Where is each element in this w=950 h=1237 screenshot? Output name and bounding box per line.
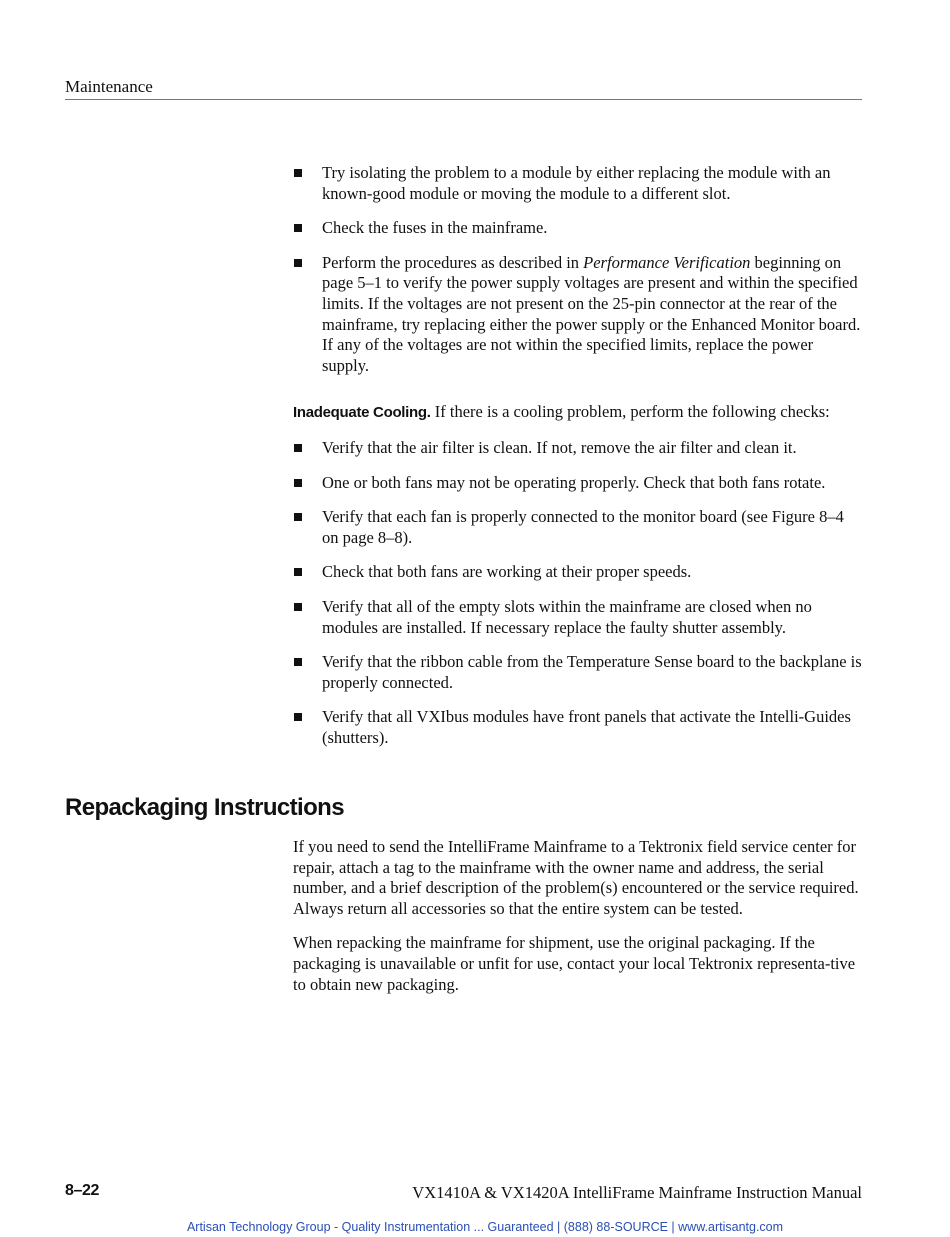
performance-verification-reference: Performance Verification (583, 252, 751, 272)
list-item-text: Check that both fans are working at their proper speeds. (322, 562, 692, 582)
cooling-intro-text: If there is a cooling problem, perform the following checks: (430, 402, 830, 422)
square-bullet-icon (294, 444, 302, 452)
square-bullet-icon (294, 568, 302, 576)
running-header: Maintenance (65, 77, 153, 96)
list-item (293, 562, 863, 583)
list-item-text: Verify that each fan is properly connected to the monitor board (see Figure 8–4 on page 8–8). (322, 507, 844, 547)
square-bullet-icon (294, 713, 302, 721)
page-number: 8–22 (65, 1182, 99, 1199)
square-bullet-icon (294, 259, 302, 267)
cooling-heading: Inadequate Cooling. (293, 404, 431, 422)
power-checks-list (293, 163, 863, 376)
list-item (293, 163, 863, 204)
square-bullet-icon (294, 479, 302, 487)
list-item-text: Try isolating the problem to a module by either replacing the module with an known-good module or moving the module to a different slot. (322, 163, 831, 203)
artisan-footer-link[interactable]: Artisan Technology Group - Quality Instrumentation ... Guaranteed | (888) 88-SOURCE | www.artisantg.com (186, 1220, 784, 1234)
square-bullet-icon (294, 169, 302, 177)
list-item (293, 597, 863, 638)
cooling-checks-list (293, 438, 863, 749)
square-bullet-icon (294, 513, 302, 521)
list-item (293, 438, 863, 459)
list-item (293, 707, 863, 748)
cooling-intro (293, 402, 863, 424)
header-rule (65, 99, 862, 100)
list-item-text: One or both fans may not be operating properly. Check that both fans rotate. (322, 472, 826, 492)
list-item-text: Verify that all VXIbus modules have front panels that activate the Intelli-Guides (shutters). (322, 707, 851, 747)
list-item (293, 507, 863, 548)
list-item (293, 253, 863, 377)
list-item-text-prefix: Perform the procedures as described in (322, 252, 584, 272)
section-title: Repackaging Instructions (65, 794, 344, 821)
list-item-text: Check the fuses in the mainframe. (322, 218, 548, 238)
list-item (293, 218, 863, 239)
list-item-text-suffix: beginning on page 5–1 to verify the power supply voltages are present and within the specified limits. If the voltages are not present on the 25-pin connector at the rear of the mainframe, try replacing either the power supply or the Enhanced Monitor board. If any of the voltages are not within the specified limits, replace the power supply. (322, 252, 861, 375)
list-item (293, 473, 863, 494)
square-bullet-icon (294, 603, 302, 611)
square-bullet-icon (294, 658, 302, 666)
repackaging-paragraph: When repacking the mainframe for shipment, use the original packaging. If the packaging is unavailable or unfit for use, contact your local Tektronix representa-tive to obtain new packaging. (293, 933, 856, 994)
troubleshooting-column (293, 163, 863, 762)
list-item-text: Verify that the air filter is clean. If not, remove the air filter and clean it. (322, 437, 797, 457)
list-item-text: Verify that the ribbon cable from the Temperature Sense board to the backplane is properly connected. (322, 652, 862, 692)
list-item-text: Verify that all of the empty slots within the mainframe are closed when no modules are installed. If necessary replace the faulty shutter assembly. (322, 596, 812, 637)
repackaging-column (293, 837, 863, 1009)
list-item (293, 652, 863, 693)
manual-title: VX1410A & VX1420A IntelliFrame Mainframe Instruction Manual (412, 1183, 862, 1202)
square-bullet-icon (294, 224, 302, 232)
repackaging-paragraph: If you need to send the IntelliFrame Mainframe to a Tektronix field service center for repair, attach a tag to the mainframe with the owner name and address, the serial number, and a brief description of the problem(s) encountered or the service required. Always return all accessories so that the entire system can be tested. (293, 837, 859, 918)
